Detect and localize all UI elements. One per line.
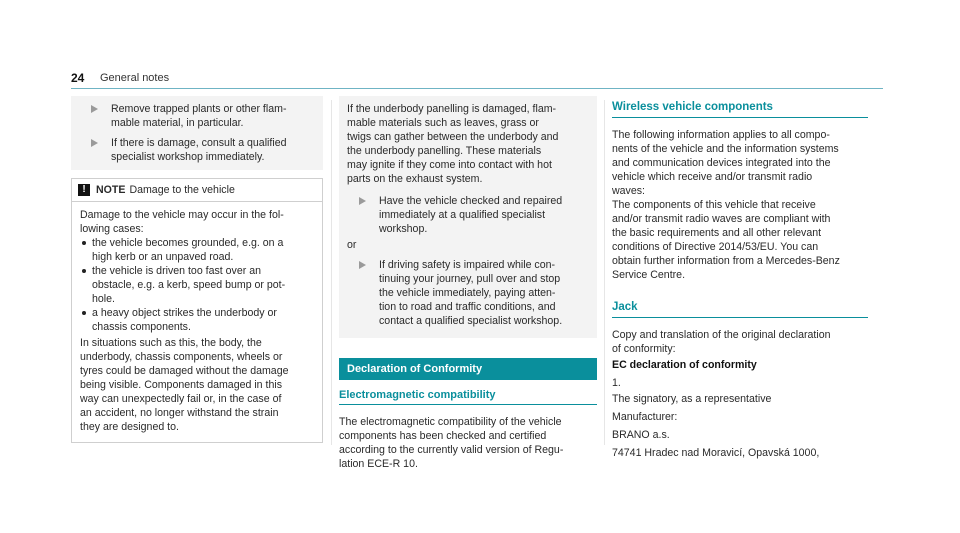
- damage-note: [71, 178, 323, 443]
- warning-icon: !: [78, 184, 90, 196]
- note-body: [72, 202, 322, 442]
- action-step: [347, 194, 589, 236]
- step-text: If there is damage, consult a qualified specialist workshop immediately.: [111, 137, 287, 163]
- step-text: Remove trapped plants or other flam- mable material, in particular.: [111, 103, 287, 129]
- jack-paragraph: Copy and translation of the original declaration of conformity:: [612, 329, 831, 355]
- action-step: [347, 258, 589, 328]
- manufacturer-label: Manufacturer:: [612, 411, 678, 423]
- or-label: or: [347, 239, 357, 251]
- page-number: 24: [71, 71, 85, 85]
- step-arrow-icon: [91, 139, 98, 147]
- note-intro: Damage to the vehicle may occur in the fol- lowing cases:: [80, 209, 284, 235]
- note-header: [72, 179, 322, 202]
- column-right: [612, 96, 868, 460]
- step-text: Have the vehicle checked and repaired immediately at a qualified specialist workshop.: [379, 195, 563, 235]
- step-arrow-icon: [359, 261, 366, 269]
- underbody-intro: If the underbody panelling is damaged, flam- mable materials such as leaves, grass or twigs can gather between the underbody and the underbody panelling. These materials may ignite if they come into contact with hot parts on the exhaust system.: [347, 103, 559, 185]
- column-divider: [604, 100, 605, 445]
- wireless-paragraph: The following information applies to all compo- nents of the vehicle and the information systems and communication devices integrated into the vehicle which receive and/or transmit radio waves:: [612, 129, 839, 197]
- company-address: 74741 Hradec nad Moravicí, Opavská 1000,: [612, 447, 820, 459]
- declaration-number: 1.: [612, 377, 621, 389]
- section-title: General notes: [100, 72, 170, 84]
- company-name: BRANO a.s.: [612, 429, 670, 441]
- action-steps-box: [71, 96, 323, 170]
- list-item: the vehicle becomes grounded, e.g. on a high kerb or an unpaved road.: [80, 236, 314, 264]
- list-item: a heavy object strikes the underbody or chassis components.: [80, 306, 314, 334]
- step-arrow-icon: [359, 197, 366, 205]
- declaration-banner: Declaration of Conformity: [339, 358, 597, 380]
- em-compat-text: The electromagnetic compatibility of the vehicle components has been checked and certified according to the currently valid version of Regu- lation ECE-R 10.: [339, 416, 564, 470]
- column-left: [71, 96, 323, 443]
- wireless-heading: Wireless vehicle components: [612, 100, 868, 118]
- underbody-box: [339, 96, 597, 338]
- note-subtitle: Damage to the vehicle: [129, 184, 235, 196]
- action-step: [79, 102, 315, 130]
- note-title: NOTE: [96, 184, 126, 196]
- ec-declaration-title: EC declaration of conformity: [612, 359, 757, 371]
- header-rule: [71, 88, 883, 89]
- note-outro: In situations such as this, the body, the underbody, chassis components, wheels or tyres could be damaged without the damage being visible. Components damaged in this way can unexpectedly fail or, in the case of an accident, no longer withstand the strain they are designed to.: [80, 337, 289, 433]
- action-step: [79, 136, 315, 164]
- column-middle: [339, 96, 597, 471]
- em-compat-heading: Electromagnetic compatibility: [339, 388, 597, 405]
- column-divider: [331, 100, 332, 445]
- wireless-paragraph: The components of this vehicle that receive and/or transmit radio waves are compliant with the basic requirements and all other relevant conditions of Directive 2014/53/EU. You can obtain further information from a Mercedes-Benz Service Centre.: [612, 199, 840, 281]
- list-item: the vehicle is driven too fast over an obstacle, e.g. a kerb, speed bump or pot- hole.: [80, 264, 314, 306]
- step-text: If driving safety is impaired while con- tinuing your journey, pull over and stop the vehicle immediately, paying atten- tion to road and traffic conditions, and contact a qualified specialist workshop.: [379, 259, 563, 327]
- jack-heading: Jack: [612, 300, 868, 318]
- signatory-text: The signatory, as a representative: [612, 393, 772, 405]
- step-arrow-icon: [91, 105, 98, 113]
